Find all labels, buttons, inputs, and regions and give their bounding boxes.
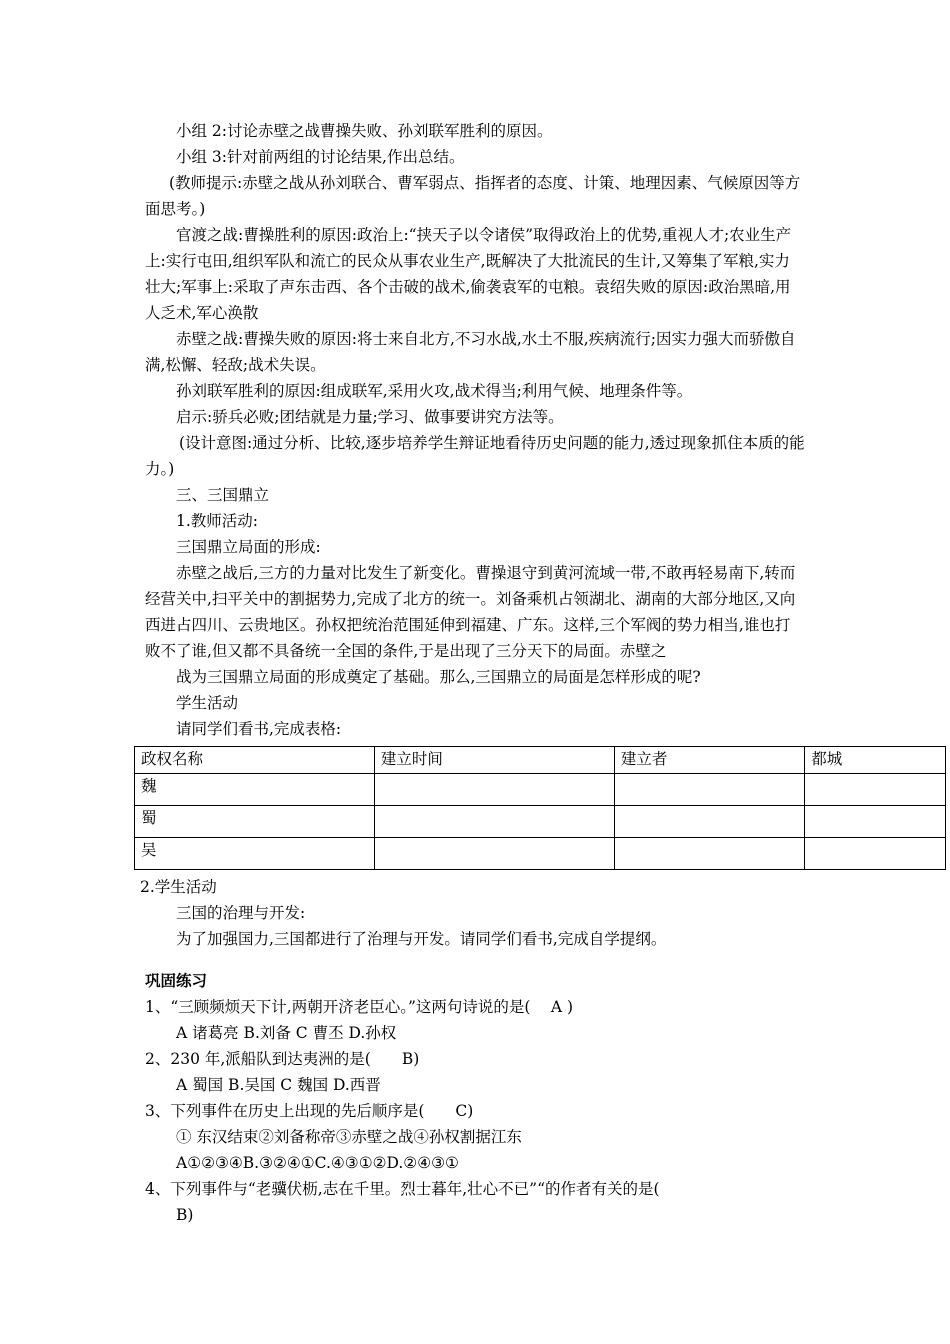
table-header-cell: 都城 xyxy=(805,747,946,774)
question-3: 3、下列事件在历史上出现的先后顺序是( C) xyxy=(145,1102,474,1120)
paragraph: 赤壁之战后,三方的力量对比发生了新变化。曹操退守到黄河流域一带,不敢再轻易南下,转而经营关中,扫平关中的割据势力,完成了北方的统一。刘备乘机占领湖北、湖南的大部分地区,又向西进占四川、云贵地区。孙权把统治范围延伸到福建、广东。这样,三个军阀的势力相当,谁也打败不了谁,但又都不具备统一全国的条件,于是出现了三分天下的局面。赤壁之 xyxy=(145,564,796,660)
paragraph: 请同学们看书,完成表格: xyxy=(176,720,342,738)
table-cell xyxy=(614,806,804,838)
exercise-heading: 巩固练习 xyxy=(145,971,208,990)
paragraph: 战为三国鼎立局面的形成奠定了基础。那么,三国鼎立的局面是怎样形成的呢? xyxy=(176,668,701,686)
section-heading: 三、三国鼎立 xyxy=(176,486,270,504)
paragraph: 启示:骄兵必败;团结就是力量;学习、做事要讲究方法等。 xyxy=(176,408,564,426)
activity-heading: 2.学生活动 xyxy=(140,878,217,896)
table-cell xyxy=(614,838,804,870)
paragraph: 为了加强国力,三国都进行了治理与开发。请同学们看书,完成自学提纲。 xyxy=(176,930,667,948)
paragraph: 1.教师活动: xyxy=(176,512,259,530)
table-cell xyxy=(374,838,614,870)
document-body xyxy=(145,118,805,742)
table-cell: 蜀 xyxy=(135,806,375,838)
table-cell: 吴 xyxy=(135,838,375,870)
question-3-options: A①②③④B.③②④①C.④③①②D.②④③① xyxy=(176,1154,459,1172)
paragraph: 赤壁之战:曹操失败的原因:将士来自北方,不习水战,水土不服,疾病流行;因实力强大而骄傲自满,松懈、轻敌;战术失误。 xyxy=(145,330,796,374)
after-table-section xyxy=(140,874,805,1228)
question-1: 1、“三顾频烦天下计,两朝开济老臣心。”这两句诗说的是( A ) xyxy=(145,998,574,1016)
paragraph: (设计意图:通过分析、比较,逐步培养学生辩证地看待历史问题的能力,透过现象抓住本质的能力。) xyxy=(145,434,805,478)
paragraph: 小组 2:讨论赤壁之战曹操失败、孙刘联军胜利的原因。 xyxy=(176,122,553,140)
question-2-options: A 蜀国 B.吴国 C 魏国 D.西晋 xyxy=(176,1076,381,1094)
table-header-cell: 建立时间 xyxy=(374,747,614,774)
paragraph: 三国的治理与开发: xyxy=(176,904,306,922)
question-1-options: A 诸葛亮 B.刘备 C 曹丕 D.孙权 xyxy=(176,1024,397,1042)
question-4-answer: B) xyxy=(176,1206,194,1224)
table-cell xyxy=(805,806,946,838)
table-row xyxy=(135,806,946,838)
paragraph: 学生活动 xyxy=(176,694,239,712)
table-cell xyxy=(374,774,614,806)
paragraph: 官渡之战:曹操胜利的原因:政治上:“挟天子以令诸侯”取得政治上的优势,重视人才;农业生产上:实行屯田,组织军队和流亡的民众从事农业生产,既解决了大批流民的生计,又筹集了军粮,实力壮大;军事上:采取了声东击西、各个击破的战术,偷袭袁军的屯粮。袁绍失败的原因:政治黑暗,用人乏术,军心涣散 xyxy=(145,226,792,322)
question-4: 4、下列事件与“老骥伏枥,志在千里。烈士暮年,壮心不已”“的作者有关的是( xyxy=(145,1180,660,1198)
table-cell xyxy=(805,774,946,806)
table-header-row xyxy=(135,747,946,774)
table-cell xyxy=(805,838,946,870)
question-3-items: ① 东汉结束②刘备称帝③赤壁之战④孙权割据江东 xyxy=(176,1128,522,1146)
paragraph: 小组 3:针对前两组的讨论结果,作出总结。 xyxy=(176,148,465,166)
table-row xyxy=(135,838,946,870)
table-row xyxy=(135,774,946,806)
paragraph: 孙刘联军胜利的原因:组成联军,采用火攻,战术得当;利用气候、地理条件等。 xyxy=(176,382,693,400)
table-cell xyxy=(374,806,614,838)
table-header-cell: 建立者 xyxy=(614,747,804,774)
question-2: 2、230 年,派船队到达夷洲的是( B) xyxy=(145,1050,420,1068)
table-cell xyxy=(614,774,804,806)
paragraph: (教师提示:赤壁之战从孙刘联合、曹军弱点、指挥者的态度、计策、地理因素、气候原因等方面思考。) xyxy=(145,174,801,218)
table-cell: 魏 xyxy=(135,774,375,806)
regime-table xyxy=(134,746,946,870)
paragraph: 三国鼎立局面的形成: xyxy=(176,538,321,556)
table-header-cell: 政权名称 xyxy=(135,747,375,774)
